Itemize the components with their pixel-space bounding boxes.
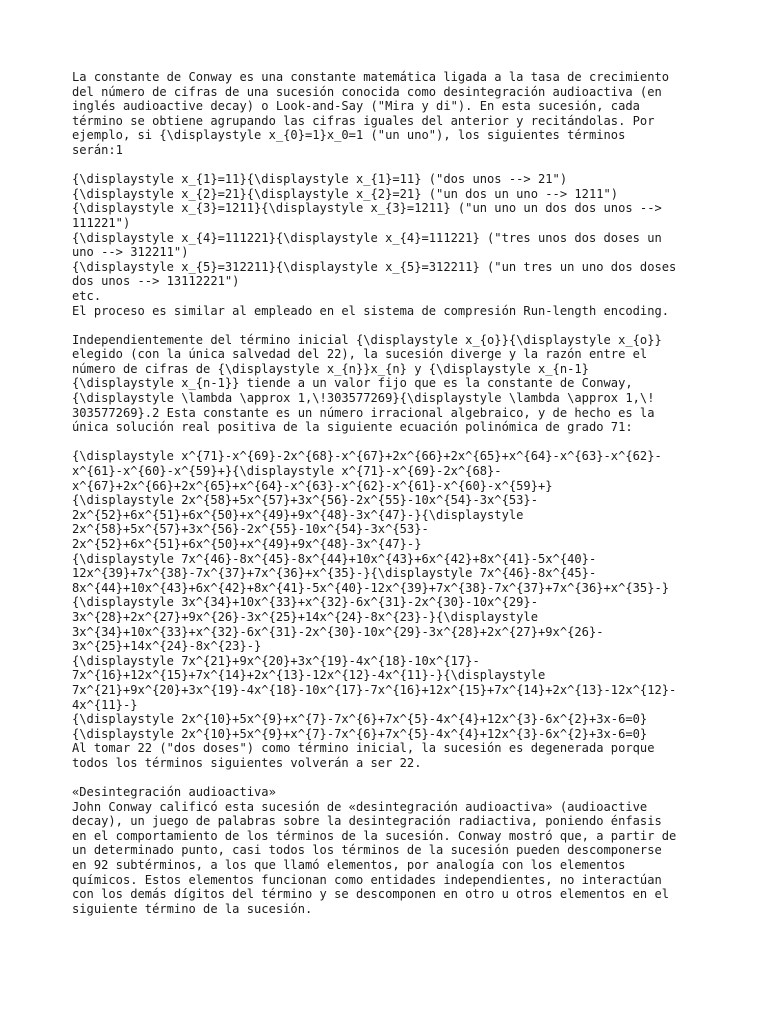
text-line: uno --> 312211") [72,245,189,260]
text-line: ejemplo, si {\displaystyle x_{0}=1}x_0=1 ("un uno"), los siguientes términos [72,128,626,143]
text-line: 3x^{34}+10x^{33}+x^{32}-6x^{31}-2x^{30}-10x^{29}-3x^{28}+2x^{27}+9x^{26}- [72,624,604,639]
text-line: única solución real positiva de la siguiente ecuación polinómica de grado 71: [72,420,633,435]
text-line: {\displaystyle 7x^{21}+9x^{20}+3x^{19}-4x^{18}-10x^{17}- [72,653,480,668]
text-line: decay), un juego de palabras sobre la desintegración radiactiva, poniendo énfasis [72,814,662,829]
text-line: 7x^{16}+12x^{15}+7x^{14}+2x^{13}-12x^{12}-4x^{11}-}{\displaystyle [72,668,546,683]
text-line: {\displaystyle x^{71}-x^{69}-2x^{68}-x^{67}+2x^{66}+2x^{65}+x^{64}-x^{63}-x^{62}- [72,449,662,464]
paragraph-gap [72,435,702,450]
text-line: 3x^{25}+14x^{24}-8x^{23}-} [72,639,262,654]
text-line: químicos. Estos elementos funcionan como entidades independientes, no interactúan [72,872,662,887]
text-line: La constante de Conway es una constante matemática ligada a la tasa de crecimiento [72,70,670,84]
text-line: 2x^{52}+6x^{51}+6x^{50}+x^{49}+9x^{48}-3x^{47}-} [72,537,422,551]
text-line: Al tomar 22 ("dos doses") como término inicial, la sucesión es degenerada porque [72,741,655,756]
text-line: 111221") [72,215,131,230]
text-line: número de cifras de {\displaystyle x_{n}}x_{n} y {\displaystyle x_{n-1} [72,361,589,376]
text-line: {\displaystyle x_{3}=1211}{\displaystyle x_{3}=1211} ("un uno un dos dos unos --> [72,201,662,216]
text-line: El proceso es similar al empleado en el sistema de compresión Run-length encoding. [72,303,670,318]
paragraph-gap [72,771,702,786]
text-line: {\displaystyle x_{n-1}} tiende a un valor fijo que es la constante de Conway, [72,376,633,391]
text-line: siguiente término de la sucesión. [72,901,313,916]
text-line: x^{67}+2x^{66}+2x^{65}+x^{64}-x^{63}-x^{62}-x^{61}-x^{60}-x^{59}+} [72,478,553,493]
text-line: x^{61}-x^{60}-x^{59}+}{\displaystyle x^{71}-x^{69}-2x^{68}- [72,464,502,479]
text-line: {\displaystyle 7x^{46}-8x^{45}-8x^{44}+10x^{43}+6x^{42}+8x^{41}-5x^{40}- [72,551,597,566]
text-line: «Desintegración audioactiva» [72,785,276,800]
text-line: {\displaystyle \lambda \approx 1,\!303577269}{\displaystyle \lambda \approx 1,\! [72,391,655,406]
text-line: término se obtiene agrupando las cifras iguales del anterior y recitándolas. Por [72,113,655,128]
paragraph-gap [72,158,702,173]
text-line: 7x^{21}+9x^{20}+3x^{19}-4x^{18}-10x^{17}-7x^{16}+12x^{15}+7x^{14}+2x^{13}-12x^{12}- [72,682,677,697]
text-line: {\displaystyle 2x^{10}+5x^{9}+x^{7}-7x^{6}+7x^{5}-4x^{4}+12x^{3}-6x^{2}+3x-6=0} [72,712,648,727]
text-line: {\displaystyle 2x^{58}+5x^{57}+3x^{56}-2x^{55}-10x^{54}-3x^{53}- [72,493,538,508]
text-line: del número de cifras de una sucesión conocida como desintegración audioactiva (en [72,84,662,99]
text-line: elegido (con la única salvedad del 22), la sucesión diverge y la razón entre el [72,347,648,362]
text-line: 4x^{11}-} [72,697,138,712]
text-line: {\displaystyle x_{5}=312211}{\displaystyle x_{5}=312211} ("un tres un uno dos doses [72,259,677,274]
text-line: {\displaystyle 2x^{10}+5x^{9}+x^{7}-7x^{6}+7x^{5}-4x^{4}+12x^{3}-6x^{2}+3x-6=0} [72,726,648,741]
document-body [72,70,702,916]
text-line: en el comportamiento de los términos de la sucesión. Conway mostró que, a partir de [72,828,677,843]
text-line: inglés audioactive decay) o Look-and-Say ("Mira y di"). En esta sucesión, cada [72,99,640,114]
text-line: 12x^{39}+7x^{38}-7x^{37}+7x^{36}+x^{35}-}{\displaystyle 7x^{46}-8x^{45}- [72,566,597,581]
text-line: 2x^{58}+5x^{57}+3x^{56}-2x^{55}-10x^{54}-3x^{53}- [72,522,429,537]
text-line: 3x^{28}+2x^{27}+9x^{26}-3x^{25}+14x^{24}-8x^{23}-}{\displaystyle [72,609,538,624]
text-line: John Conway calificó esta sucesión de «desintegración audioactiva» (audioactive [72,799,648,814]
text-line: 303577269}.2 Esta constante es un número irracional algebraico, y de hecho es la [72,405,655,420]
text-line: {\displaystyle 3x^{34}+10x^{33}+x^{32}-6x^{31}-2x^{30}-10x^{29}- [72,595,538,610]
paragraph-gap [72,318,702,333]
text-line: todos los términos siguientes volverán a ser 22. [72,755,422,770]
text-line: {\displaystyle x_{4}=111221}{\displaystyle x_{4}=111221} ("tres unos dos doses un [72,230,662,245]
text-line: 2x^{52}+6x^{51}+6x^{50}+x^{49}+9x^{48}-3x^{47}-}{\displaystyle [72,507,524,522]
text-line: 8x^{44}+10x^{43}+6x^{42}+8x^{41}-5x^{40}-12x^{39}+7x^{38}-7x^{37}+7x^{36}+x^{35}-} [72,580,670,595]
text-line: dos unos --> 13112221") [72,274,240,289]
text-line: serán:1 [72,142,123,157]
text-line: con los demás dígitos del término y se descomponen en otro u otros elementos en el [72,887,670,902]
text-line: {\displaystyle x_{1}=11}{\displaystyle x_{1}=11} ("dos unos --> 21") [72,172,568,187]
text-line: Independientemente del término inicial {\displaystyle x_{o}}{\displaystyle x_{o}} [72,332,662,347]
text-line: etc. [72,288,102,303]
text-line: un determinado punto, casi todos los términos de la sucesión pueden descomponerse [72,843,662,858]
text-line: {\displaystyle x_{2}=21}{\displaystyle x_{2}=21} ("un dos un uno --> 1211") [72,186,619,201]
text-line: en 92 subtérminos, a los que llamó elementos, por analogía con los elementos [72,858,626,873]
